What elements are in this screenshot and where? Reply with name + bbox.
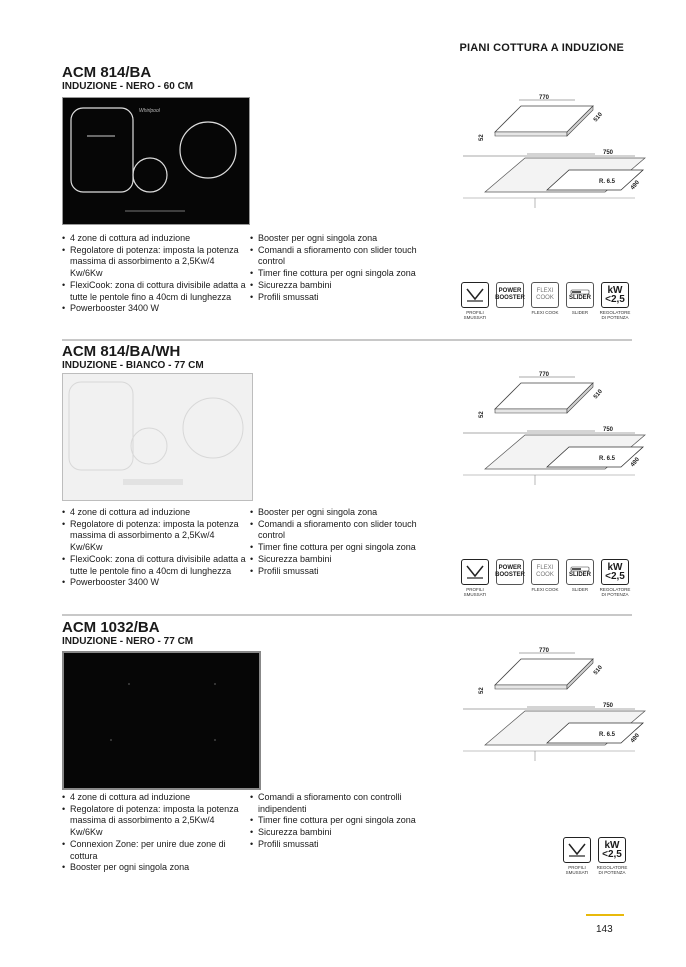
page-header-title: PIANI COTTURA A INDUZIONE — [459, 42, 624, 54]
icon-flexi-cook — [530, 282, 560, 315]
list-item: • Regolatore di potenza: imposta la potenza massima di assorbimento a 2,5Kw/4 Kw/6Kw — [62, 245, 247, 280]
icon-regolatore — [600, 559, 630, 597]
dim-cut-width-label: 750 — [603, 703, 614, 709]
section-divider — [62, 614, 632, 616]
icon-slider — [565, 282, 595, 315]
list-item: • 4 zone di cottura ad induzione — [62, 792, 247, 804]
brand-logo: Whirlpool — [139, 108, 160, 114]
flexi-cook-icon: FLEXI COOK — [531, 559, 559, 585]
dim-cut-width-label: 750 — [603, 427, 614, 433]
product-subtitle: INDUZIONE - NERO - 60 CM — [62, 81, 194, 92]
list-item: • Powerbooster 3400 W — [62, 303, 247, 315]
features-right — [250, 792, 435, 851]
hob-photo-black — [62, 97, 250, 225]
page-number-accent — [586, 914, 624, 916]
icon-profili-smussati — [562, 837, 592, 875]
dimension-diagram — [455, 647, 641, 767]
dim-depth-label: 510 — [592, 111, 604, 124]
product-title: ACM 1032/BA — [62, 619, 160, 636]
list-item: • Booster per ogni singola zona — [250, 233, 435, 245]
hob-zones — [63, 374, 252, 500]
list-item: • Booster per ogni singola zona — [62, 862, 247, 874]
icon-caption: FLEXI COOK — [531, 310, 559, 315]
dim-radius-label: R. 6.5 — [599, 179, 616, 185]
product-subtitle: INDUZIONE - BIANCO - 77 CM — [62, 360, 204, 371]
list-item: • FlexiCook: zona di cottura divisibile adatta a tutte le pentole fino a 40cm di lunghezza — [62, 280, 247, 303]
dim-width-label: 770 — [539, 648, 550, 654]
list-item: • Comandi a sfioramento con slider touch control — [250, 519, 435, 542]
features-left — [62, 233, 247, 315]
hob-photo-black — [62, 651, 261, 790]
list-item: • Connexion Zone: per unire due zone di cottura — [62, 839, 247, 862]
list-item: • Profili smussati — [250, 292, 435, 304]
features-right — [250, 507, 435, 577]
dim-height-label: 52 — [479, 411, 485, 418]
icon-caption: REGOLATORE DI POTENZA — [599, 310, 631, 320]
list-item: • Sicurezza bambini — [250, 554, 435, 566]
feature-icons — [460, 282, 630, 320]
list-item: • Timer fine cottura per ogni singola zona — [250, 815, 435, 827]
flexi-cook-icon: FLEXI COOK — [531, 282, 559, 308]
list-item: • Timer fine cottura per ogni singola zona — [250, 542, 435, 554]
slider-icon — [566, 282, 594, 308]
bevel-edge-icon — [563, 837, 591, 863]
icon-caption: PROFILI SMUSSATI — [463, 310, 487, 320]
product-subtitle: INDUZIONE - NERO - 77 CM — [62, 636, 194, 647]
dim-width-label: 770 — [539, 372, 550, 378]
page-number: 143 — [596, 924, 613, 935]
product-title: ACM 814/BA — [62, 64, 152, 81]
dim-height-label: 52 — [479, 134, 485, 141]
icon-regolatore — [597, 837, 627, 875]
dim-width-label: 770 — [539, 95, 550, 101]
product-acm-814-ba — [62, 64, 641, 334]
dim-cut-depth-label: 490 — [629, 732, 641, 745]
list-item: • Regolatore di potenza: imposta la potenza massima di assorbimento a 2,5Kw/4 Kw/6Kw — [62, 804, 247, 839]
section-divider — [62, 339, 632, 341]
product-acm-1032-ba — [62, 619, 641, 889]
icon-flexi-cook — [530, 559, 560, 592]
icon-caption: SLIDER — [571, 587, 589, 592]
icon-caption: REGOLATORE DI POTENZA — [596, 865, 628, 875]
list-item: • Timer fine cottura per ogni singola zona — [250, 268, 435, 280]
features-left — [62, 792, 247, 874]
dim-cut-width-label: 750 — [603, 150, 614, 156]
dim-radius-label: R. 6.5 — [599, 456, 616, 462]
icon-caption: PROFILI SMUSSATI — [565, 865, 589, 875]
hob-zones — [63, 98, 249, 224]
power-booster-icon: POWER BOOSTER — [496, 559, 524, 585]
icon-power-booster — [495, 559, 525, 587]
bevel-edge-icon — [461, 559, 489, 585]
list-item: • Comandi a sfioramento con slider touch control — [250, 245, 435, 268]
list-item: • Regolatore di potenza: imposta la potenza massima di assorbimento a 2,5Kw/4 Kw/6Kw — [62, 519, 247, 554]
dim-radius-label: R. 6.5 — [599, 732, 616, 738]
icon-caption: FLEXI COOK — [531, 587, 559, 592]
list-item: • Sicurezza bambini — [250, 280, 435, 292]
icon-profili-smussati — [460, 559, 490, 597]
list-item: • Comandi a sfioramento con controlli indipendenti — [250, 792, 435, 815]
feature-icons — [562, 837, 627, 875]
features-right — [250, 233, 435, 303]
dim-height-label: 52 — [479, 687, 485, 694]
slider-label: SLIDER — [568, 571, 591, 578]
dim-cut-depth-label: 490 — [629, 456, 641, 469]
list-item: • Profili smussati — [250, 566, 435, 578]
list-item: • 4 zone di cottura ad induzione — [62, 233, 247, 245]
icon-regolatore — [600, 282, 630, 320]
dim-depth-label: 510 — [592, 664, 604, 677]
power-regulator-icon: kW <2,5 — [601, 282, 629, 308]
dimension-diagram — [455, 371, 641, 491]
product-acm-814-ba-wh — [62, 343, 641, 613]
icon-power-booster — [495, 282, 525, 310]
icon-caption: PROFILI SMUSSATI — [463, 587, 487, 597]
features-left — [62, 507, 247, 589]
feature-icons — [460, 559, 630, 597]
icon-slider — [565, 559, 595, 592]
list-item: • Profili smussati — [250, 839, 435, 851]
icon-caption: SLIDER — [571, 310, 589, 315]
list-item: • 4 zone di cottura ad induzione — [62, 507, 247, 519]
icon-profili-smussati — [460, 282, 490, 320]
list-item: • Sicurezza bambini — [250, 827, 435, 839]
dim-cut-depth-label: 490 — [629, 179, 641, 192]
list-item: • Booster per ogni singola zona — [250, 507, 435, 519]
list-item: • Powerbooster 3400 W — [62, 577, 247, 589]
bevel-edge-icon — [461, 282, 489, 308]
hob-markers — [64, 653, 259, 788]
icon-caption: REGOLATORE DI POTENZA — [599, 587, 631, 597]
hob-photo-white — [62, 373, 253, 501]
dimension-diagram — [455, 94, 641, 214]
power-booster-icon: POWER BOOSTER — [496, 282, 524, 308]
dim-depth-label: 510 — [592, 388, 604, 401]
list-item: • FlexiCook: zona di cottura divisibile adatta a tutte le pentole fino a 40cm di lunghezza — [62, 554, 247, 577]
power-regulator-icon: kW <2,5 — [601, 559, 629, 585]
product-title: ACM 814/BA/WH — [62, 343, 181, 360]
slider-label: SLIDER — [568, 294, 591, 301]
power-regulator-icon: kW <2,5 — [598, 837, 626, 863]
slider-icon — [566, 559, 594, 585]
